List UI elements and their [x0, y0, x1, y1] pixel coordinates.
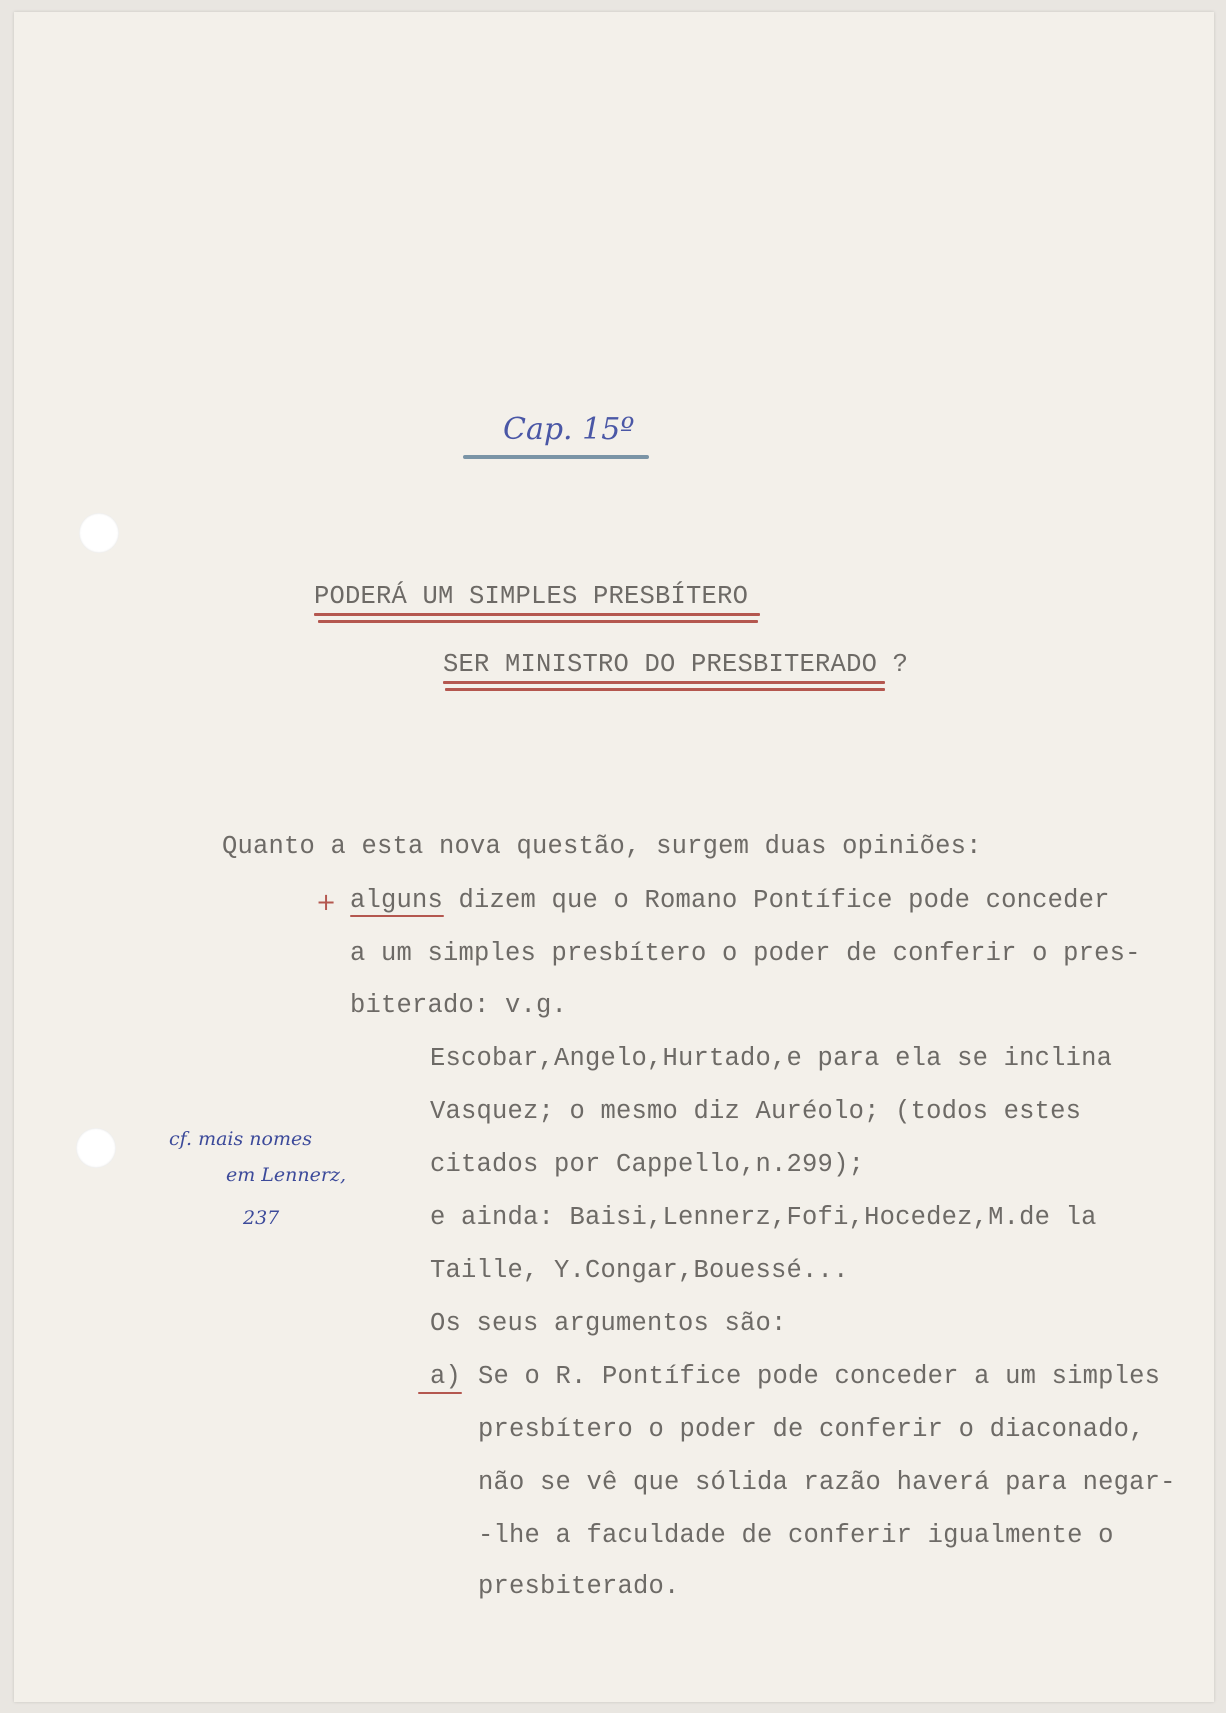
margin-note-line: cf. mais nomes	[169, 1128, 312, 1150]
title-underline	[445, 688, 885, 691]
argument-label-underline	[418, 1392, 462, 1394]
authors-line: Taille, Y.Congar,Bouessé...	[430, 1256, 849, 1285]
title-line-2: SER MINISTRO DO PRESBITERADO ?	[443, 650, 909, 679]
argument-line: presbiterado.	[478, 1572, 680, 1601]
argument-line: não se vê que sólida razão haverá para negar-	[478, 1468, 1176, 1497]
opinion-line: a um simples presbítero o poder de conferir o pres-	[350, 939, 1141, 968]
intro-paragraph: Quanto a esta nova questão, surgem duas opiniões:	[222, 832, 982, 861]
punch-hole	[79, 513, 119, 553]
chapter-annotation: Cap. 15º	[503, 412, 635, 447]
title-underline	[318, 620, 758, 623]
authors-line: Vasquez; o mesmo diz Auréolo; (todos estes	[430, 1097, 1082, 1126]
margin-note-line: 237	[243, 1207, 280, 1229]
authors-line: Escobar,Angelo,Hurtado,e para ela se inclina	[430, 1044, 1113, 1073]
argument-line: -lhe a faculdade de conferir igualmente o	[478, 1521, 1114, 1550]
authors-line: citados por Cappello,n.299);	[430, 1150, 865, 1179]
opinion-line: alguns dizem que o Romano Pontífice pode conceder	[350, 886, 1110, 915]
title-underline	[314, 613, 760, 616]
opinion-line: biterado: v.g.	[350, 991, 568, 1020]
alguns-underline	[350, 915, 444, 917]
authors-line: e ainda: Baisi,Lennerz,Fofi,Hocedez,M.de la	[430, 1203, 1097, 1232]
chapter-underline	[463, 455, 649, 459]
argument-line: presbítero o poder de conferir o diaconado,	[478, 1415, 1145, 1444]
punch-hole	[76, 1128, 116, 1168]
argument-label: a)	[430, 1362, 462, 1391]
title-underline	[443, 681, 885, 684]
argument-line: Se o R. Pontífice pode conceder a um simples	[478, 1362, 1161, 1391]
authors-line: Os seus argumentos são:	[430, 1309, 787, 1338]
title-line-1: PODERÁ UM SIMPLES PRESBÍTERO	[314, 582, 749, 611]
plus-marker-icon: +	[316, 888, 337, 916]
margin-note-line: em Lennerz,	[226, 1164, 347, 1186]
